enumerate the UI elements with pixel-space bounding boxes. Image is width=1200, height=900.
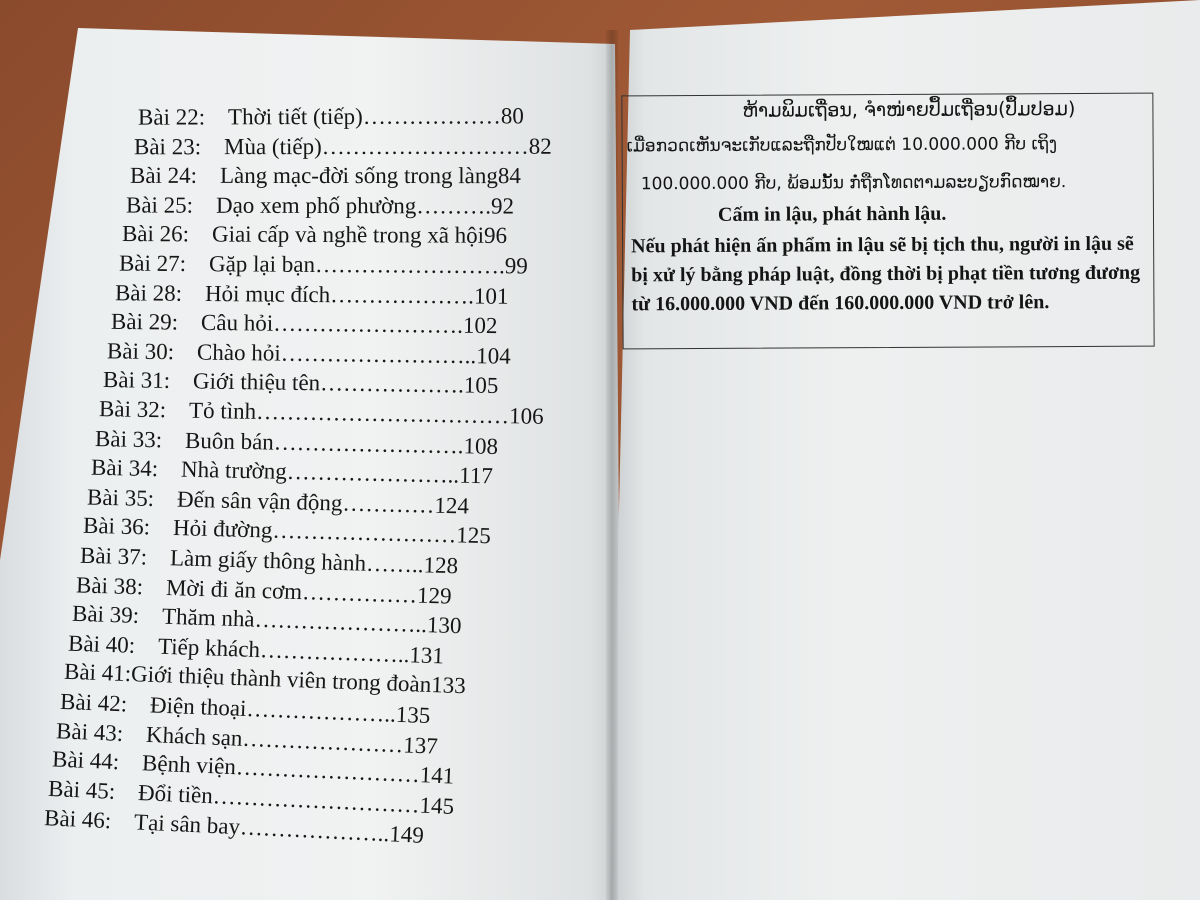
toc-lesson-title: Tỏ tình xyxy=(188,397,257,424)
book-gutter xyxy=(606,30,618,900)
toc-lesson-title: Đổi tiền xyxy=(137,779,214,809)
toc-row xyxy=(118,251,527,280)
toc-lesson-number: Bài 39: xyxy=(71,600,140,629)
toc-lesson-title: Điện thoại xyxy=(149,692,247,722)
toc-page-number: 82 xyxy=(528,133,552,159)
toc-leader-dots: …………… xyxy=(301,578,418,608)
toc-lesson-number: Bài 45: xyxy=(47,775,117,804)
toc-page-number: 135 xyxy=(395,701,431,729)
toc-lesson-title: Khách sạn xyxy=(145,721,244,751)
toc-leader-dots: ……………………… xyxy=(321,133,529,159)
toc-lesson-title: Bệnh viện xyxy=(141,750,237,780)
toc-leader-dots: …….. xyxy=(365,550,424,578)
toc-leader-dots: ……………………. xyxy=(314,251,505,279)
vn-notice-heading: Cấm in lậu, phát hành lậu. xyxy=(717,202,947,226)
toc-lesson-title: Giới thiệu tên xyxy=(192,368,321,396)
lao-notice-line-2: ເມື່ອກວດເຫັນຈະເກັບແລະຖືກປັບໃໝແຕ່ 10.000.000 ກີບ ເຖິງ xyxy=(626,134,1058,157)
toc-lesson-title: Chào hỏi xyxy=(196,339,281,366)
toc-lesson-number: Bài 37: xyxy=(79,542,148,570)
toc-lesson-title: Buôn bán xyxy=(184,427,275,455)
toc-row xyxy=(138,103,524,130)
toc-leader-dots: ………………….. xyxy=(253,606,428,638)
toc-leader-dots: ………… xyxy=(342,490,435,518)
lao-notice-line-3: 100.000.000 ກີບ, ພ້ອມນັ້ນ ກໍ່ຖືກໂທດຕາມລະບຽບກົດໝາຍ. xyxy=(640,172,1067,195)
toc-page-number: 96 xyxy=(484,223,508,249)
toc-page-number: 108 xyxy=(463,432,499,459)
toc-leader-dots: ……………………. xyxy=(273,429,464,458)
toc-leader-dots: …………………… xyxy=(235,754,421,788)
toc-lesson-title: Làm giấy thông hành xyxy=(169,545,366,576)
toc-lesson-title: Làng mạc-đời sống trong làng xyxy=(220,163,499,189)
toc-lesson-title: Tiếp khách xyxy=(157,633,261,662)
toc-leader-dots: ……………………. xyxy=(272,310,463,338)
toc-page-number: 101 xyxy=(473,283,509,309)
toc-lesson-title: Nhà trường xyxy=(180,456,288,485)
toc-page-number: 117 xyxy=(459,462,494,489)
toc-row xyxy=(114,280,508,310)
toc-lesson-title: Mời đi ăn cơm xyxy=(165,574,303,604)
toc-lesson-number: Bài 25: xyxy=(126,192,194,218)
toc-page-number: 124 xyxy=(434,492,470,519)
toc-page-number: 104 xyxy=(475,343,511,369)
toc-page-number: 84 xyxy=(498,163,522,189)
toc-page-number: 149 xyxy=(389,821,425,849)
toc-page-number: 92 xyxy=(491,193,515,219)
toc-page-number: 80 xyxy=(500,103,524,129)
toc-lesson-number: Bài 38: xyxy=(75,571,144,599)
toc-leader-dots: …………………….. xyxy=(280,340,477,369)
toc-lesson-title: Thời tiết (tiếp) xyxy=(227,103,363,130)
toc-lesson-number: Bài 35: xyxy=(87,484,155,511)
toc-leader-dots: …………………… xyxy=(272,518,458,548)
toc-lesson-number: Bài 23: xyxy=(134,133,202,159)
toc-page-number: 125 xyxy=(456,522,492,549)
toc-lesson-title: Giai cấp và nghề trong xã hội xyxy=(212,221,485,249)
toc-lesson-title: Câu hỏi xyxy=(200,310,274,336)
toc-lesson-number: Bài 43: xyxy=(55,717,124,746)
toc-leader-dots: ………………….. xyxy=(286,459,460,488)
toc-leader-dots: ……………… xyxy=(362,103,501,129)
toc-lesson-number: Bài 32: xyxy=(98,396,167,423)
toc-row xyxy=(134,133,552,160)
toc-lesson-number: Bài 46: xyxy=(44,805,113,834)
toc-leader-dots: ……………….. xyxy=(259,636,410,668)
toc-lesson-number: Bài 29: xyxy=(110,309,178,335)
toc-lesson-number: Bài 34: xyxy=(90,454,159,482)
toc-lesson-number: Bài 30: xyxy=(106,338,175,365)
toc-row xyxy=(126,192,514,219)
toc-lesson-number: Bài 28: xyxy=(114,279,182,306)
toc-lesson-title: Thăm nhà xyxy=(161,603,255,632)
toc-lesson-number: Bài 24: xyxy=(130,163,198,189)
toc-lesson-number: Bài 42: xyxy=(59,688,128,717)
toc-lesson-title: Mùa (tiếp) xyxy=(224,133,322,159)
toc-lesson-title: Dạo xem phố phường xyxy=(216,192,417,219)
toc-page-number: 145 xyxy=(419,792,455,819)
toc-page-number: 128 xyxy=(422,552,458,579)
copyright-notice-box xyxy=(621,93,1154,350)
toc-page-number: 129 xyxy=(416,582,452,609)
toc-page-number: 131 xyxy=(408,642,445,669)
toc-lesson-number: Bài 40: xyxy=(67,630,136,658)
toc-lesson-number: Bài 41: xyxy=(63,659,132,687)
toc-row xyxy=(107,338,511,369)
toc-row xyxy=(122,221,507,249)
toc-leader-dots: ………. xyxy=(416,193,492,219)
toc-lesson-number: Bài 22: xyxy=(137,104,206,130)
toc-lesson-number: Bài 26: xyxy=(122,221,190,247)
toc-lesson-title: Đến sân vận động xyxy=(177,486,344,516)
toc-page-number: 106 xyxy=(508,403,544,429)
toc-lesson-title: Hỏi mục đích xyxy=(204,280,330,307)
toc-leader-dots: ……………….. xyxy=(245,696,397,727)
toc-leader-dots: ………………. xyxy=(329,281,474,309)
toc-page-number: 141 xyxy=(419,762,455,789)
toc-lesson-number: Bài 31: xyxy=(102,367,171,394)
toc-page-number: 137 xyxy=(402,731,439,759)
toc-leader-dots: ……………………… xyxy=(212,783,421,818)
toc-row xyxy=(130,163,521,189)
toc-page-number: 102 xyxy=(462,312,498,339)
toc-lesson-number: Bài 44: xyxy=(51,746,120,775)
toc-page-number: 99 xyxy=(504,253,528,279)
toc-leader-dots: ………………. xyxy=(319,370,464,398)
toc-lesson-number: Bài 27: xyxy=(118,250,186,277)
toc-leader-dots: …………………………… xyxy=(255,398,510,429)
toc-lesson-title: Hỏi đường xyxy=(173,515,274,544)
vn-notice-body: Nếu phát hiện ấn phẩm in lậu sẽ bị tịch thu, người in lậu sẽ bị xử lý bằng pháp luật, đồng thời bị phạt tiền tương đương từ 16.000.000 VND đến 160.000.000 VND trở lên. xyxy=(631,232,1141,316)
toc-lesson-title: Gặp lại bạn xyxy=(208,251,315,277)
toc-row xyxy=(111,309,498,339)
toc-page-number: 130 xyxy=(426,612,462,639)
toc-page-number: 105 xyxy=(463,372,499,399)
toc-page-number: 133 xyxy=(430,672,467,699)
toc-lesson-title: Giới thiệu thành viên trong đoàn xyxy=(130,661,432,698)
toc-lesson-number: Bài 33: xyxy=(94,425,163,452)
toc-lesson-number: Bài 36: xyxy=(83,513,151,540)
lao-notice-line-1: ຫ້າມພິມເຖື່ອນ, ຈຳໜ່າຍປຶ້ມເຖື່ອນ(ປຶ້ມປອມ) xyxy=(742,98,1076,122)
toc-leader-dots: ……………….. xyxy=(239,814,391,847)
toc-leader-dots: ………………… xyxy=(242,725,404,757)
toc-lesson-title: Tại sân bay xyxy=(133,809,242,840)
